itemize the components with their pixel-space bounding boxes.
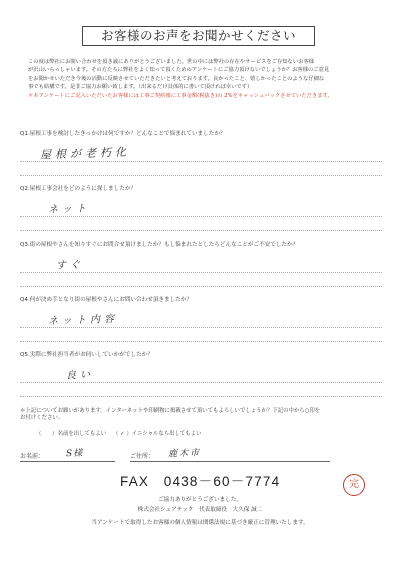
answer-2[interactable]: ネット [47,203,91,216]
intro-line: この度は弊社にお問い合わせを頂き誠にありがとうございました。世の中には弊社の存在やサービスをご存知ないお客様 [28,59,315,65]
answer-line [20,396,382,397]
question-2: Q2.屋根工事会社をどのように探しましたか？ [20,186,137,192]
answer-line [20,216,382,217]
answer-line [20,327,382,328]
consent-question: ＊上記についてお願いがあります。インターネットや印刷物に掲載させて頂いてもよろしいでしょうか？下記の中から○印を [20,408,321,414]
answer-5[interactable]: 良い [65,369,95,382]
page-title: お客様のお声をお聞かせください [82,26,315,46]
name-label: お名前： [20,453,45,460]
intro-line: 事でも結構です。是非ご協力お願い致します。（出来るだけ具体的に書いて頂ければ幸いです） [28,84,253,91]
consent-question-2: お付けください。 [20,415,64,421]
question-5: Q5.実際に弊社担当者がお伺いしていかがでしたか？ [20,352,153,358]
question-4: Q4.何が決め手となり街の屋根やさんにお問い合わせ頂きましたか？ [20,297,192,303]
answer-line [20,272,382,273]
answer-line [20,161,382,162]
consent-option-initial[interactable]: （ ✓ ）イニシャルなら出してもよい [113,431,202,437]
answer-line [20,341,382,342]
answer-1[interactable]: 屋根が老朽化 [39,145,131,162]
completion-stamp: 完 [343,474,365,496]
question-1: Q1.屋根工事を検討したきっかけは何ですか？どんなことで悩まれていましたか？ [20,131,226,137]
intro-text [28,58,378,100]
answer-3[interactable]: すぐ [55,259,85,272]
answer-line [20,175,382,176]
intro-line: が沢山いらっしゃいます。その方たちに弊社をよく知って頂くためのアンケートにご協力頂けないでしょうか？お客様のご意見 [28,67,330,74]
fax-number: FAX 0438－60－7774 [120,474,281,489]
question-3: Q3.街の屋根やさんを知りすぐにお問合せ頂けましたか？もし悩まれたとしたらどんなことがご不安でしたか？ [20,242,299,248]
name-value[interactable]: S様 [65,448,84,460]
address-underline [130,461,330,462]
cashback-note: ＊本アンケートにご記入いただいたお客様には工事ご契約後に工事金額(税抜き)の 2%をキャッシュバックさせていただきます。 [28,92,333,99]
answer-line [20,286,382,287]
answer-4[interactable]: ネット内容 [47,313,119,328]
footer-company: 株式会社シェアテック 代表取締役 大久保 誠二 [137,507,263,513]
footer-thanks: ご協力ありがとうございました。 [158,497,242,503]
answer-line [20,230,382,231]
address-value[interactable]: 鹿木市 [167,448,202,460]
name-underline [20,461,115,462]
address-label: ご住所： [130,453,155,460]
footer-privacy: 当アンケートで取得したお客様の個人情報は関係法規に基づき厳正に管理いたします。 [91,520,309,526]
intro-line: をお聞かせいただき今後の活動に反映させていただきたいと考えております。良かったこと、嬉しかったことのような仔細な [28,75,325,82]
answer-line [20,382,382,383]
consent-option-name[interactable]: （ ）名前を出してもよい [36,431,107,437]
